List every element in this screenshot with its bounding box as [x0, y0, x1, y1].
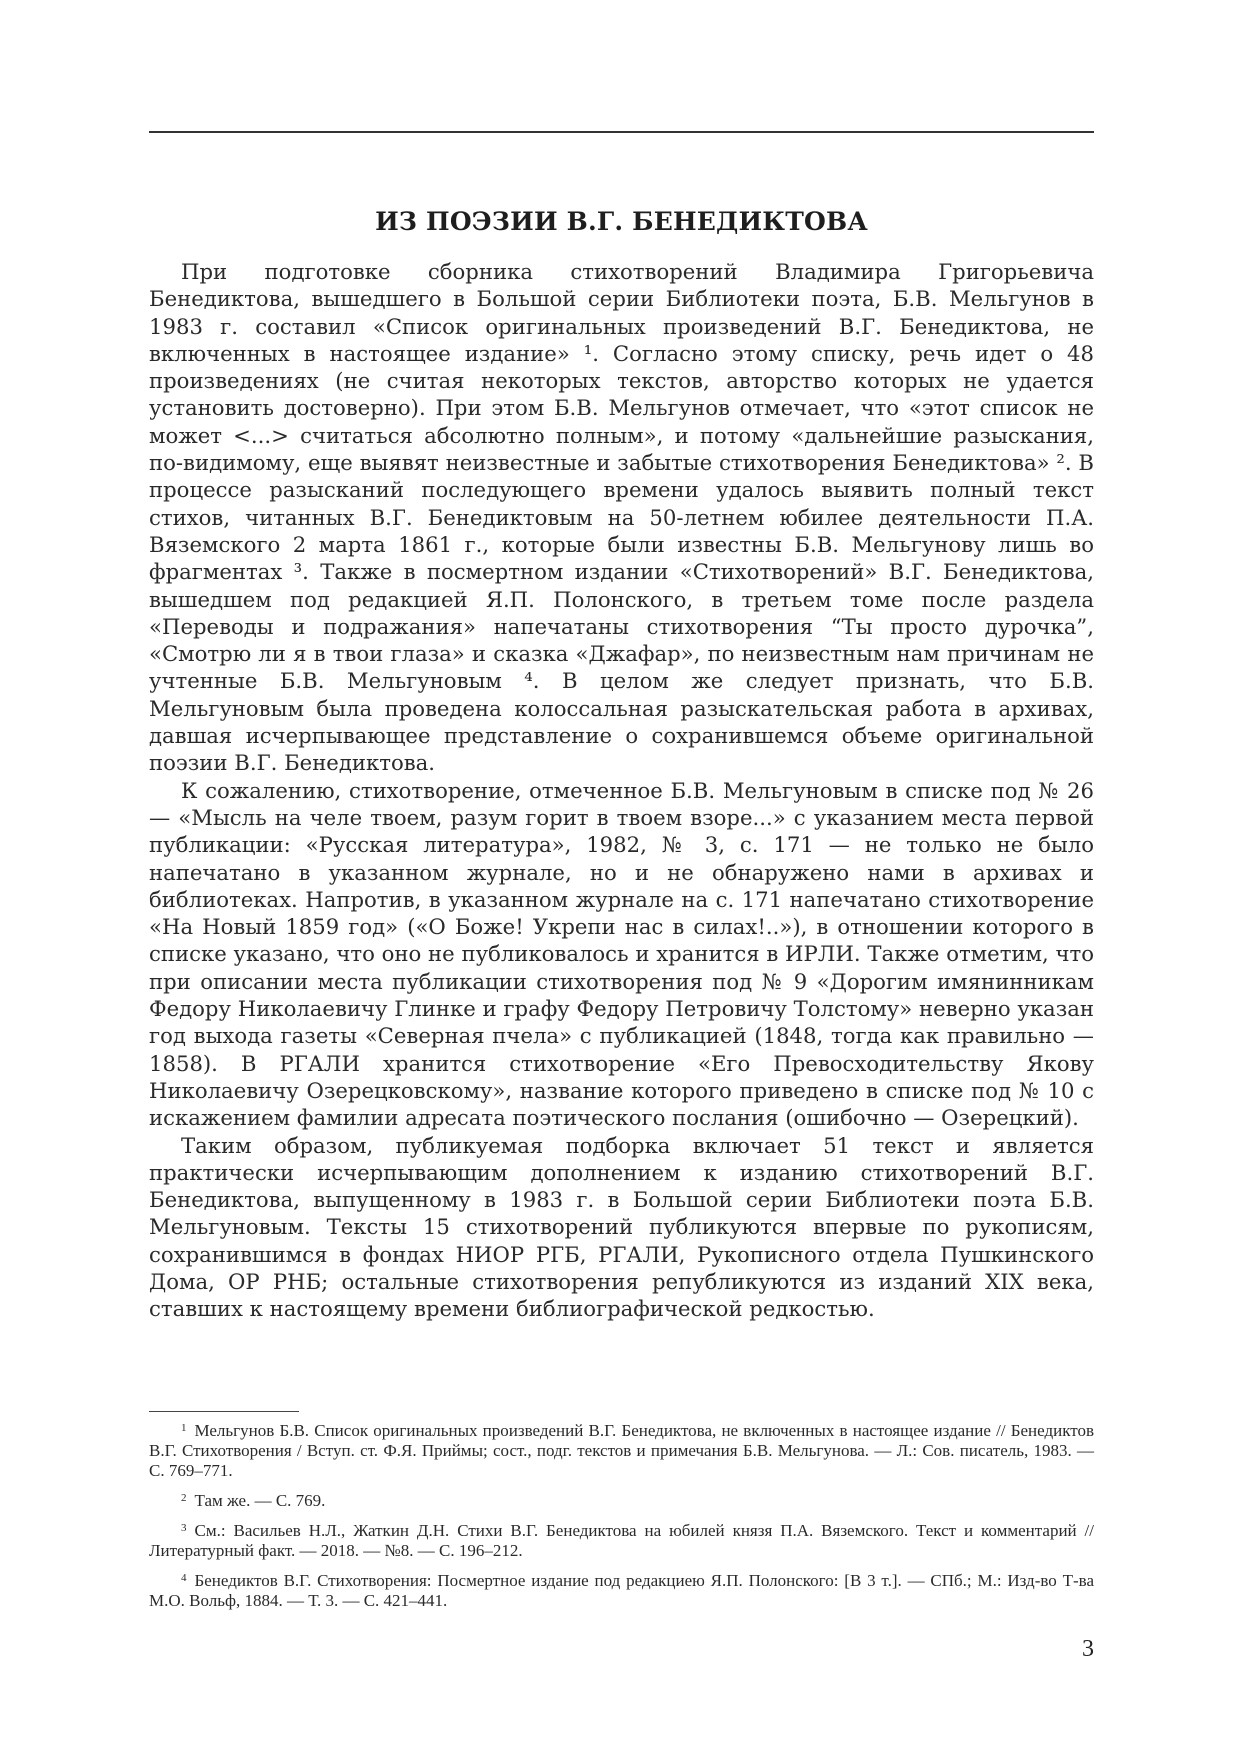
footnotes — [149, 1418, 1094, 1618]
footnote-1 — [149, 1418, 1094, 1481]
footnote-mark: 2 — [181, 1492, 187, 1504]
footnote-3 — [149, 1518, 1094, 1561]
body-text — [149, 258, 1094, 1323]
footnote-mark: 4 — [181, 1572, 187, 1584]
paragraph-1: При подготовке сборника стихотворений Владимира Григорьевича Бенедиктова, вышедшего в Большой серии Библиотеки поэта, Б.В. Мельгунов в 1983 г. составил «Список оригинальных произведений В.Г. Бенедиктова, не включенных в настоящее издание» ¹. Согласно этому списку, речь идет о 48 произведениях (не считая некоторых текстов, авторство которых не удается установить достоверно). При этом Б.В. Мельгунов отмечает, что «этот список не может <...> считаться абсолютно полным», и потому «дальнейшие разыскания, по-видимому, еще выявят неизвестные и забытые стихотворения Бенедиктова» ². В процессе разысканий последующего времени удалось выявить полный текст стихов, читанных В.Г. Бенедиктовым на 50-летнем юбилее деятельности П.А. Вяземского 2 марта 1861 г., которые были известны Б.В. Мельгунову лишь во фрагментах ³. Также в посмертном издании «Стихотворений» В.Г. Бенедиктова, вышедшем под редакцией Я.П. Полонского, в третьем томе после раздела «Переводы и подражания» напечатаны стихотворения “Ты просто дурочка”, «Смотрю ли я в твои глаза» и сказка «Джафар», по неизвестным нам причинам не учтенные Б.В. Мельгуновым ⁴. В целом же следует признать, что Б.В. Мельгуновым была проведена колоссальная разыскательская работа в архивах, давшая исчерпывающее представление о сохранившемся объеме оригинальной поэзии В.Г. Бенедиктова. — [149, 259, 1094, 776]
page-number: 3 — [1082, 1636, 1094, 1662]
footnote-2 — [149, 1488, 1094, 1511]
footnote-4 — [149, 1568, 1094, 1611]
footnote-text: Бенедиктов В.Г. Стихотворения: Посмертное издание под редакциею Я.П. Полонского: [В 3 т.]. — СПб.; М.: Изд-во Т-ва М.О. Вольф, 1884. — Т. 3. — С. 421–441. — [149, 1571, 1094, 1610]
footnote-text: Мельгунов Б.В. Список оригинальных произведений В.Г. Бенедиктова, не включенных в настоящее издание // Бенедиктов В.Г. Стихотворения / Вступ. ст. Ф.Я. Приймы; сост., подг. текстов и примечания Б.В. Мельгунова. — Л.: Сов. писатель, 1983. — С. 769–771. — [149, 1421, 1094, 1480]
footnote-text: См.: Васильев Н.Л., Жаткин Д.Н. Стихи В.Г. Бенедиктова на юбилей князя П.А. Вяземского. Текст и комментарий // Литературный факт. — 2018. — №8. — С. 196–212. — [149, 1521, 1094, 1560]
footnote-separator — [149, 1411, 299, 1412]
footnote-mark: 1 — [181, 1422, 187, 1434]
footnote-mark: 3 — [181, 1522, 187, 1534]
paragraph-2: К сожалению, стихотворение, отмеченное Б.В. Мельгуновым в списке под № 26 — «Мысль на челе твоем, разум горит в твоем взоре...» с указанием места первой публикации: «Русская литература», 1982, № 3, с. 171 — не только не было напечатано в указанном журнале, но и не обнаружено нами в архивах и библиотеках. Напротив, в указанном журнале на с. 171 напечатано стихотворение «На Новый 1859 год» («О Боже! Укрепи нас в силах!..»), в отношении которого в списке указано, что оно не публиковалось и хранится в ИРЛИ. Также отметим, что при описании места публикации стихотворения под № 9 «Дорогим имянинникам Федору Николаевичу Глинке и графу Федору Петровичу Толстому» неверно указан год выхода газеты «Северная пчела» с публикацией (1848, тогда как правильно — 1858). В РГАЛИ хранится стихотворение «Его Превосходительству Якову Николаевичу Озерецковскому», название которого приведено в списке под № 10 с искажением фамилии адресата поэтического послания (ошибочно — Озерецкий). — [149, 777, 1094, 1131]
paragraph-3: Таким образом, публикуемая подборка включает 51 текст и является практически исчерпывающим дополнением к изданию стихотворений В.Г. Бенедиктова, выпущенному в 1983 г. в Большой серии Библиотеки поэта Б.В. Мельгуновым. Тексты 15 стихотворений публикуются впервые по рукописям, сохранившимся в фондах НИОР РГБ, РГАЛИ, Рукописного отдела Пушкинского Дома, ОР РНБ; остальные стихотворения републикуются из изданий XIX века, ставших к настоящему времени библиографической редкостью. — [149, 1132, 1094, 1322]
page-title: ИЗ ПОЭЗИИ В.Г. БЕНЕДИКТОВА — [375, 207, 868, 236]
footnote-text: Там же. — С. 769. — [194, 1491, 326, 1510]
header-rule — [149, 131, 1094, 133]
